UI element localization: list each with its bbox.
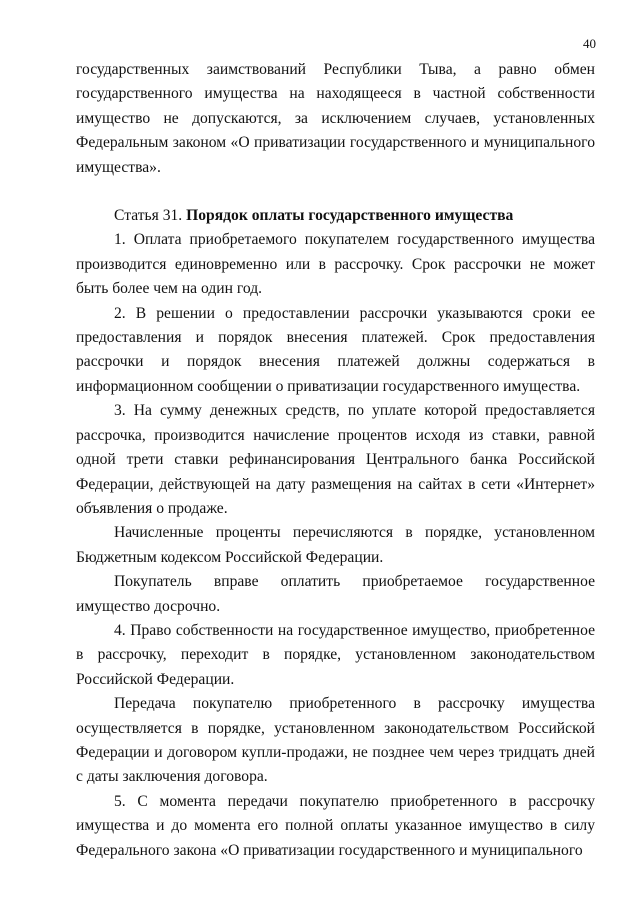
paragraph-clause-1: 1. Оплата приобретаемого покупателем государственного имущества производится единовременно или в рассрочку. Срок рассрочки не может быть более чем на один год. — [76, 231, 595, 298]
paragraph-clause-2: 2. В решении о предоставлении рассрочки указываются сроки ее предоставления и порядок внесения платежей. Срок предоставления рассрочки и порядок внесения платежей должны содержаться в информационном сообщении о приватизации государственного имущества. — [76, 304, 595, 395]
document-body — [76, 58, 595, 863]
article-title: Порядок оплаты государственного имущества — [186, 207, 514, 225]
paragraph-clause-5: 5. С момента передачи покупателю приобретенного в рассрочку имущества и до момента его полной оплаты указанное имущество в силу Федерального закона «О приватизации государственного и муниципального — [76, 792, 595, 859]
paragraph-early-payment: Покупатель вправе оплатить приобретаемое государственное имущество досрочно. — [76, 573, 595, 615]
article-heading — [76, 204, 595, 228]
paragraph-clause-4: 4. Право собственности на государственное имущество, приобретенное в рассрочку, переходит в порядке, установленном законодательством Российской Федерации. — [76, 621, 595, 688]
paragraph-clause-3: 3. На сумму денежных средств, по уплате которой предоставляется рассрочка, производится начисление процентов исходя из ставки, равной одной трети ставки рефинансирования Центрального банка Российской Федерации, действующей на дату размещения на сайтах в сети «Интернет» объявления о продаже. — [76, 402, 595, 517]
page-number: 40 — [583, 36, 596, 51]
paragraph-transfer-to-buyer: Передача покупателю приобретенного в рассрочку имущества осуществляется в порядке, установленном законодательством Российской Федерации и договором купли-продажи, не позднее чем через тридцать дней с даты заключения договора. — [76, 695, 595, 786]
paragraph-continuation: государственных заимствований Республики Тыва, а равно обмен государственного имущества на находящееся в частной собственности имущество не допускаются, за исключением случаев, установленных Федеральным законом «О приватизации государственного и муниципального имущества». — [76, 61, 595, 176]
article-label: Статья 31. — [114, 207, 183, 225]
paragraph-interest-transfer: Начисленные проценты перечисляются в порядке, установленном Бюджетным кодексом Российской Федерации. — [76, 524, 595, 566]
